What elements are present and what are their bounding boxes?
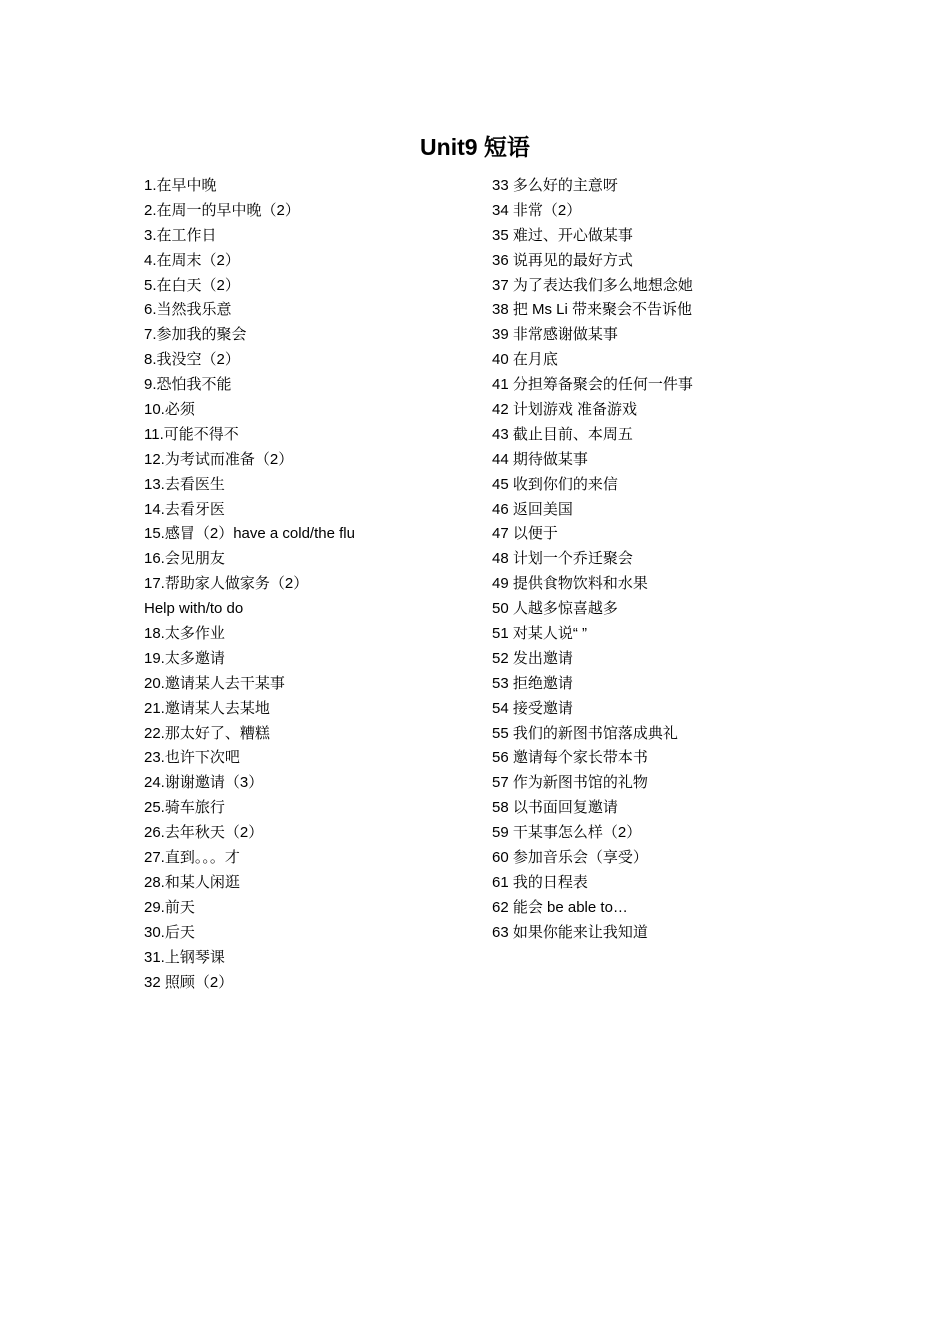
phrase-item: 51 对某人说“ ” (492, 625, 588, 643)
phrase-item: 42 计划游戏 准备游戏 (492, 401, 638, 419)
phrase-item: 34 非常（2） (492, 201, 582, 219)
document-title: Unit9 短语 (420, 134, 530, 160)
phrase-item: 22.那太好了、糟糕 (144, 724, 270, 742)
phrase-item: 21.邀请某人去某地 (144, 699, 270, 717)
phrase-item: 26.去年秋天（2） (144, 824, 264, 842)
phrase-item: 24.谢谢邀请（3） (144, 774, 264, 792)
phrase-item: 28.和某人闲逛 (144, 873, 240, 891)
phrase-item: 47 以便于 (492, 525, 558, 543)
phrase-list-left (144, 174, 474, 995)
phrase-item: 30.后天 (144, 923, 195, 941)
phrase-item: 59 干某事怎么样（2） (492, 824, 642, 842)
phrase-item: 23.也许下次吧 (144, 749, 240, 767)
phrase-item: 43 截止目前、本周五 (492, 425, 633, 443)
phrase-item: 35 难过、开心做某事 (492, 226, 633, 244)
phrase-item: 58 以书面回复邀请 (492, 799, 618, 817)
phrase-item: 27.直到。。。才 (144, 849, 240, 867)
phrase-item: 38 把 Ms Li 带来聚会不告诉他 (492, 301, 693, 319)
phrase-item: 1.在早中晚 (144, 177, 217, 194)
phrase-item: 6.当然我乐意 (144, 301, 232, 319)
phrase-item: 37 为了表达我们多么地想念她 (492, 276, 693, 294)
phrase-item: 31.上钢琴课 (144, 948, 225, 966)
phrase-item: 56 邀请每个家长带本书 (492, 749, 648, 767)
phrase-item: 19.太多邀请 (144, 649, 225, 667)
phrase-item: 41 分担筹备聚会的任何一件事 (492, 376, 693, 394)
phrase-item: 10.必须 (144, 401, 195, 419)
phrase-item: 49 提供食物饮料和水果 (492, 575, 648, 593)
phrase-item: 3.在工作日 (144, 226, 217, 244)
phrase-item: 45 收到你们的来信 (492, 475, 618, 493)
phrase-list-right (492, 174, 822, 946)
phrase-item: 13.去看医生 (144, 475, 225, 493)
phrase-item: 11.可能不得不 (144, 425, 239, 443)
phrase-item: 63 如果你能来让我知道 (492, 923, 648, 941)
phrase-item: 18.太多作业 (144, 625, 225, 643)
phrase-item: 8.我没空（2） (144, 351, 240, 369)
phrase-item: 60 参加音乐会（享受） (492, 849, 648, 867)
phrase-item: 61 我的日程表 (492, 873, 588, 891)
phrase-item: 9.恐怕我不能 (144, 376, 232, 394)
phrase-item: Help with/to do (144, 600, 244, 618)
phrase-item: 55 我们的新图书馆落成典礼 (492, 724, 678, 742)
phrase-item: 5.在白天（2） (144, 276, 240, 294)
phrase-item: 40 在月底 (492, 351, 558, 369)
phrase-item: 50 人越多惊喜越多 (492, 600, 618, 618)
phrase-item: 12.为考试而准备（2） (144, 450, 294, 468)
phrase-item: 53 拒绝邀请 (492, 674, 573, 692)
phrase-item: 32 照顾（2） (144, 973, 234, 991)
phrase-item: 20.邀请某人去干某事 (144, 674, 285, 692)
phrase-item: 54 接受邀请 (492, 699, 573, 717)
phrase-item: 44 期待做某事 (492, 450, 588, 468)
phrase-item: 14.去看牙医 (144, 500, 225, 518)
phrase-item: 29.前天 (144, 898, 195, 916)
phrase-item: 17.帮助家人做家务（2） (144, 575, 309, 593)
phrase-item: 15.感冒（2）have a cold/the flu (144, 525, 355, 543)
phrase-item: 39 非常感谢做某事 (492, 326, 618, 344)
phrase-item: 25.骑车旅行 (144, 799, 225, 817)
phrase-item: 52 发出邀请 (492, 649, 573, 667)
phrase-item: 36 说再见的最好方式 (492, 251, 633, 269)
phrase-item: 57 作为新图书馆的礼物 (492, 774, 648, 792)
phrase-item: 46 返回美国 (492, 500, 573, 518)
phrase-item: 62 能会 be able to… (492, 898, 628, 916)
phrase-item: 4.在周末（2） (144, 251, 240, 269)
phrase-item: 48 计划一个乔迁聚会 (492, 550, 633, 568)
phrase-item: 2.在周一的早中晚（2） (144, 201, 300, 219)
phrase-item: 7.参加我的聚会 (144, 326, 247, 344)
phrase-item: 33 多么好的主意呀 (492, 177, 618, 194)
phrase-item: 16.会见朋友 (144, 550, 225, 568)
